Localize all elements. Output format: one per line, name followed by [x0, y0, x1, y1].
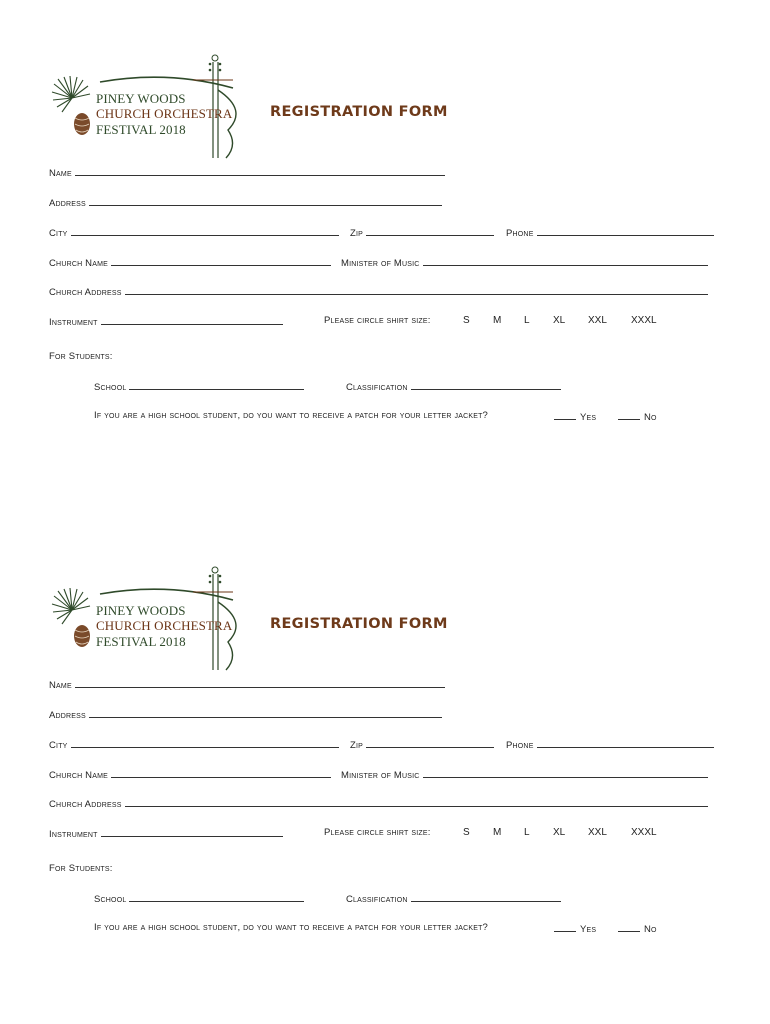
school-label: School — [94, 894, 127, 905]
shirt-size-prompt: Please circle shirt size: — [324, 827, 431, 838]
shirt-size-xxxl[interactable]: XXXL — [631, 827, 657, 838]
name-field[interactable] — [75, 678, 445, 688]
shirt-size-s[interactable]: S — [463, 315, 470, 326]
zip-field[interactable] — [366, 738, 494, 748]
shirt-size-xxl[interactable]: XXL — [588, 827, 607, 838]
yes-blank[interactable] — [554, 922, 576, 932]
patch-question: If you are a high school student, do you want to receive a patch for your letter jacket? — [94, 922, 489, 933]
minister-row — [341, 256, 708, 270]
instrument-row — [49, 315, 283, 329]
address-label: Address — [49, 710, 86, 721]
address-label: Address — [49, 198, 86, 209]
city-field[interactable] — [71, 226, 339, 236]
shirt-size-m[interactable]: M — [493, 827, 502, 838]
zip-row — [350, 738, 494, 752]
shirt-size-xxxl[interactable]: XXXL — [631, 315, 657, 326]
logo-line-3: FESTIVAL 2018 — [96, 122, 186, 137]
shirt-size-m[interactable]: M — [493, 315, 502, 326]
name-row — [49, 678, 445, 692]
school-row — [94, 380, 304, 394]
instrument-field[interactable] — [101, 827, 283, 837]
name-label: Name — [49, 680, 72, 691]
shirt-size-prompt: Please circle shirt size: — [324, 315, 431, 326]
phone-field[interactable] — [537, 738, 714, 748]
church-address-field[interactable] — [125, 285, 708, 295]
shirt-size-xxl[interactable]: XXL — [588, 315, 607, 326]
school-label: School — [94, 382, 127, 393]
school-field[interactable] — [129, 380, 304, 390]
zip-field[interactable] — [366, 226, 494, 236]
classification-row — [346, 380, 561, 394]
form-title: REGISTRATION FORM — [270, 616, 448, 632]
for-students-heading: For Students: — [49, 863, 113, 874]
no-blank[interactable] — [618, 922, 640, 932]
minister-label: Minister of Music — [341, 770, 420, 781]
address-field[interactable] — [89, 196, 442, 206]
no-label: No — [644, 924, 657, 935]
shirt-size-l[interactable]: L — [524, 827, 530, 838]
classification-field[interactable] — [411, 380, 561, 390]
logo-line-3: FESTIVAL 2018 — [96, 634, 186, 649]
instrument-field[interactable] — [101, 315, 283, 325]
church-address-label: Church Address — [49, 287, 122, 298]
yes-option — [548, 922, 596, 936]
city-row — [49, 226, 339, 240]
address-row — [49, 196, 442, 210]
zip-label: Zip — [350, 740, 364, 751]
minister-field[interactable] — [423, 768, 708, 778]
classification-field[interactable] — [411, 892, 561, 902]
city-field[interactable] — [71, 738, 339, 748]
city-label: City — [49, 740, 68, 751]
instrument-label: Instrument — [49, 829, 98, 840]
city-label: City — [49, 228, 68, 239]
name-row — [49, 166, 445, 180]
instrument-row — [49, 827, 283, 841]
patch-question: If you are a high school student, do you want to receive a patch for your letter jacket? — [94, 410, 489, 421]
classification-label: Classification — [346, 894, 408, 905]
shirt-size-l[interactable]: L — [524, 315, 530, 326]
festival-logo — [48, 50, 248, 170]
church-name-label: Church Name — [49, 258, 109, 269]
yes-blank[interactable] — [554, 410, 576, 420]
church-address-label: Church Address — [49, 799, 122, 810]
classification-row — [346, 892, 561, 906]
name-label: Name — [49, 168, 72, 179]
zip-row — [350, 226, 494, 240]
no-label: No — [644, 412, 657, 423]
church-name-row — [49, 256, 331, 270]
yes-label: Yes — [580, 412, 597, 423]
no-option — [612, 922, 657, 936]
phone-label: Phone — [506, 228, 534, 239]
zip-label: Zip — [350, 228, 364, 239]
logo-line-2: CHURCH ORCHESTRA — [96, 106, 233, 121]
church-name-field[interactable] — [111, 768, 331, 778]
no-option — [612, 410, 657, 424]
yes-label: Yes — [580, 924, 597, 935]
church-address-field[interactable] — [125, 797, 708, 807]
registration-form-2 — [0, 512, 770, 1024]
logo-line-1: PINEY WOODS — [96, 91, 186, 106]
yes-option — [548, 410, 596, 424]
form-title: REGISTRATION FORM — [270, 104, 448, 120]
phone-row — [506, 738, 714, 752]
no-blank[interactable] — [618, 410, 640, 420]
instrument-label: Instrument — [49, 317, 98, 328]
church-name-row — [49, 768, 331, 782]
shirt-size-s[interactable]: S — [463, 827, 470, 838]
minister-field[interactable] — [423, 256, 708, 266]
festival-logo — [48, 562, 248, 682]
shirt-size-xl[interactable]: XL — [553, 827, 566, 838]
minister-row — [341, 768, 708, 782]
name-field[interactable] — [75, 166, 445, 176]
classification-label: Classification — [346, 382, 408, 393]
logo-line-2: CHURCH ORCHESTRA — [96, 618, 233, 633]
address-field[interactable] — [89, 708, 442, 718]
church-address-row — [49, 797, 708, 811]
church-name-label: Church Name — [49, 770, 109, 781]
phone-label: Phone — [506, 740, 534, 751]
phone-row — [506, 226, 714, 240]
school-field[interactable] — [129, 892, 304, 902]
address-row — [49, 708, 442, 722]
church-name-field[interactable] — [111, 256, 331, 266]
phone-field[interactable] — [537, 226, 714, 236]
church-address-row — [49, 285, 708, 299]
for-students-heading: For Students: — [49, 351, 113, 362]
minister-label: Minister of Music — [341, 258, 420, 269]
logo-line-1: PINEY WOODS — [96, 603, 186, 618]
city-row — [49, 738, 339, 752]
school-row — [94, 892, 304, 906]
shirt-size-xl[interactable]: XL — [553, 315, 566, 326]
